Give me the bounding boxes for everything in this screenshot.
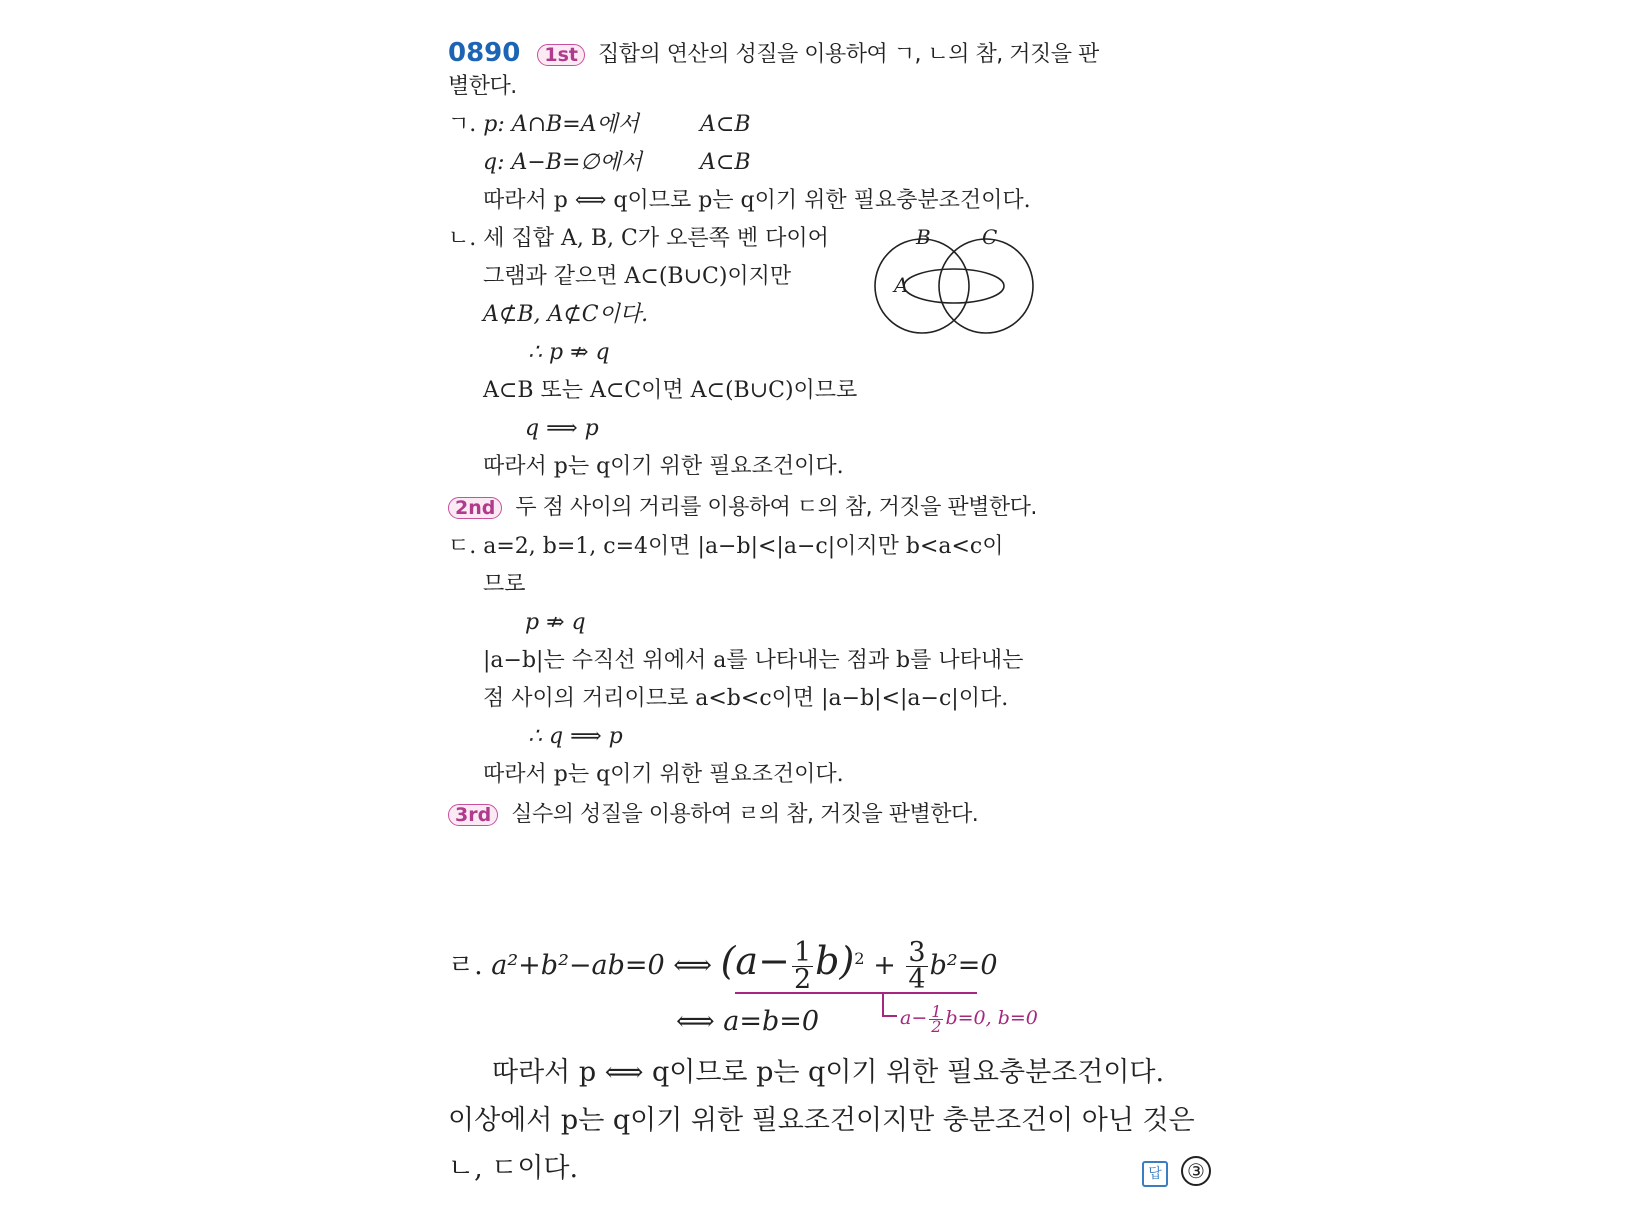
giyeok-p: p: A∩B=A에서 (483, 112, 640, 137)
rieul-note-den: 2 (931, 1016, 942, 1036)
rieul-bracket-arm (883, 993, 897, 1016)
rieul-note (900, 1003, 1038, 1034)
digeut-line2: 므로 (483, 572, 526, 597)
giyeok-q-result: A⊂B (700, 150, 751, 175)
giyeok-p-line (448, 110, 639, 140)
rieul-sq-close: b) (815, 939, 855, 983)
step-badge-2nd: 2nd (448, 497, 502, 519)
nieun-line1 (448, 224, 829, 254)
venn-circle-c (939, 239, 1033, 333)
giyeok-marker: ㄱ. (448, 112, 477, 137)
rieul-conclusion: 따라서 p ⟺ q이므로 p는 q이기 위한 필요충분조건이다. (492, 1057, 1165, 1088)
nieun-text1: 세 집합 A, B, C가 오른쪽 벤 다이어 (483, 226, 829, 251)
venn-ellipse-a (904, 269, 1004, 303)
final-line2: ㄴ, ㄷ이다. (448, 1153, 579, 1184)
step-badge-1st: 1st (537, 44, 585, 66)
rieul-lhs: a²+b²−ab=0 ⟺ (491, 950, 713, 981)
giyeok-conclusion: 따라서 p ⟺ q이므로 p는 q이기 위한 필요충분조건이다. (483, 188, 1031, 213)
rieul-three-quarters (906, 937, 927, 995)
digeut-line4: |a−b|는 수직선 위에서 a를 나타내는 점과 b를 나타내는 (483, 648, 1024, 673)
rieul-note-pre: a− (900, 1007, 928, 1029)
digeut-line1 (448, 532, 1004, 562)
venn-label-b: B (916, 228, 931, 249)
rieul-sq-exp: 2 (854, 949, 865, 968)
step1-intro: 집합의 연산의 성질을 이용하여 ㄱ, ㄴ의 참, 거짓을 판 (598, 42, 1099, 67)
nieun-line3: A⊄B, A⊄C이다. (483, 302, 649, 327)
rieul-half-den: 2 (793, 964, 812, 995)
step-badge-3rd: 3rd (448, 804, 498, 826)
nieun-line6: q ⟹ p (525, 416, 599, 441)
nieun-line5: A⊂B 또는 A⊂C이면 A⊂(B∪C)이므로 (483, 378, 858, 403)
venn-diagram (868, 228, 1048, 338)
step2-intro: 두 점 사이의 거리를 이용하여 ㄷ의 참, 거짓을 판별한다. (515, 495, 1037, 520)
rieul-tail: b²=0 (929, 950, 998, 981)
digeut-marker: ㄷ. (448, 534, 477, 559)
rieul-note-frac (929, 1001, 943, 1036)
step1-intro-cont: 별한다. (448, 74, 517, 99)
rieul-marker: ㄹ. (448, 950, 483, 981)
rieul-tq-num: 3 (908, 937, 926, 968)
answer-choice: ③ (1181, 1156, 1211, 1186)
venn-label-c: C (982, 228, 998, 249)
nieun-line2: 그램과 같으면 A⊂(B∪C)이지만 (483, 264, 792, 289)
digeut-conclusion: 따라서 p는 q이기 위한 필요조건이다. (483, 762, 844, 787)
rieul-result: ⟺ a=b=0 (676, 1006, 820, 1037)
digeut-text1: a=2, b=1, c=4이면 |a−b|<|a−c|이지만 b<a<c이 (483, 534, 1004, 559)
giyeok-p-result: A⊂B (700, 112, 751, 137)
rieul-plus: + (873, 950, 896, 981)
problem-number: 0890 (448, 38, 521, 68)
nieun-conclusion: 따라서 p는 q이기 위한 필요조건이다. (483, 454, 844, 479)
rieul-sq-open: (a− (720, 939, 790, 983)
nieun-marker: ㄴ. (448, 226, 477, 251)
step3-line (448, 800, 978, 830)
problem-header (448, 38, 1099, 70)
rieul-half-frac (792, 937, 813, 995)
answer-icon: 답 (1142, 1161, 1168, 1187)
rieul-tq-den: 4 (908, 964, 926, 995)
step2-line (448, 493, 1037, 523)
venn-label-a: A (894, 273, 909, 297)
rieul-half-num: 1 (793, 937, 812, 968)
venn-circle-b (875, 239, 969, 333)
rieul-line2 (676, 1003, 819, 1041)
rieul-note-post: b=0, b=0 (945, 1007, 1038, 1029)
step3-intro: 실수의 성질을 이용하여 ㄹ의 참, 거짓을 판별한다. (511, 802, 979, 827)
final-line1: 이상에서 p는 q이기 위한 필요조건이지만 충분조건이 아닌 것은 (448, 1105, 1195, 1136)
nieun-line4: ∴ p ⇏ q (528, 340, 610, 365)
digeut-line6: ∴ q ⟹ p (528, 724, 623, 749)
digeut-line5: 점 사이의 거리이므로 a<b<c이면 |a−b|<|a−c|이다. (483, 686, 1009, 711)
answer-block (1142, 1156, 1211, 1187)
digeut-line3: p ⇏ q (525, 610, 586, 635)
giyeok-q: q: A−B=∅에서 (483, 150, 643, 175)
rieul-note-num: 1 (931, 1001, 942, 1021)
rieul-equation (448, 937, 998, 995)
